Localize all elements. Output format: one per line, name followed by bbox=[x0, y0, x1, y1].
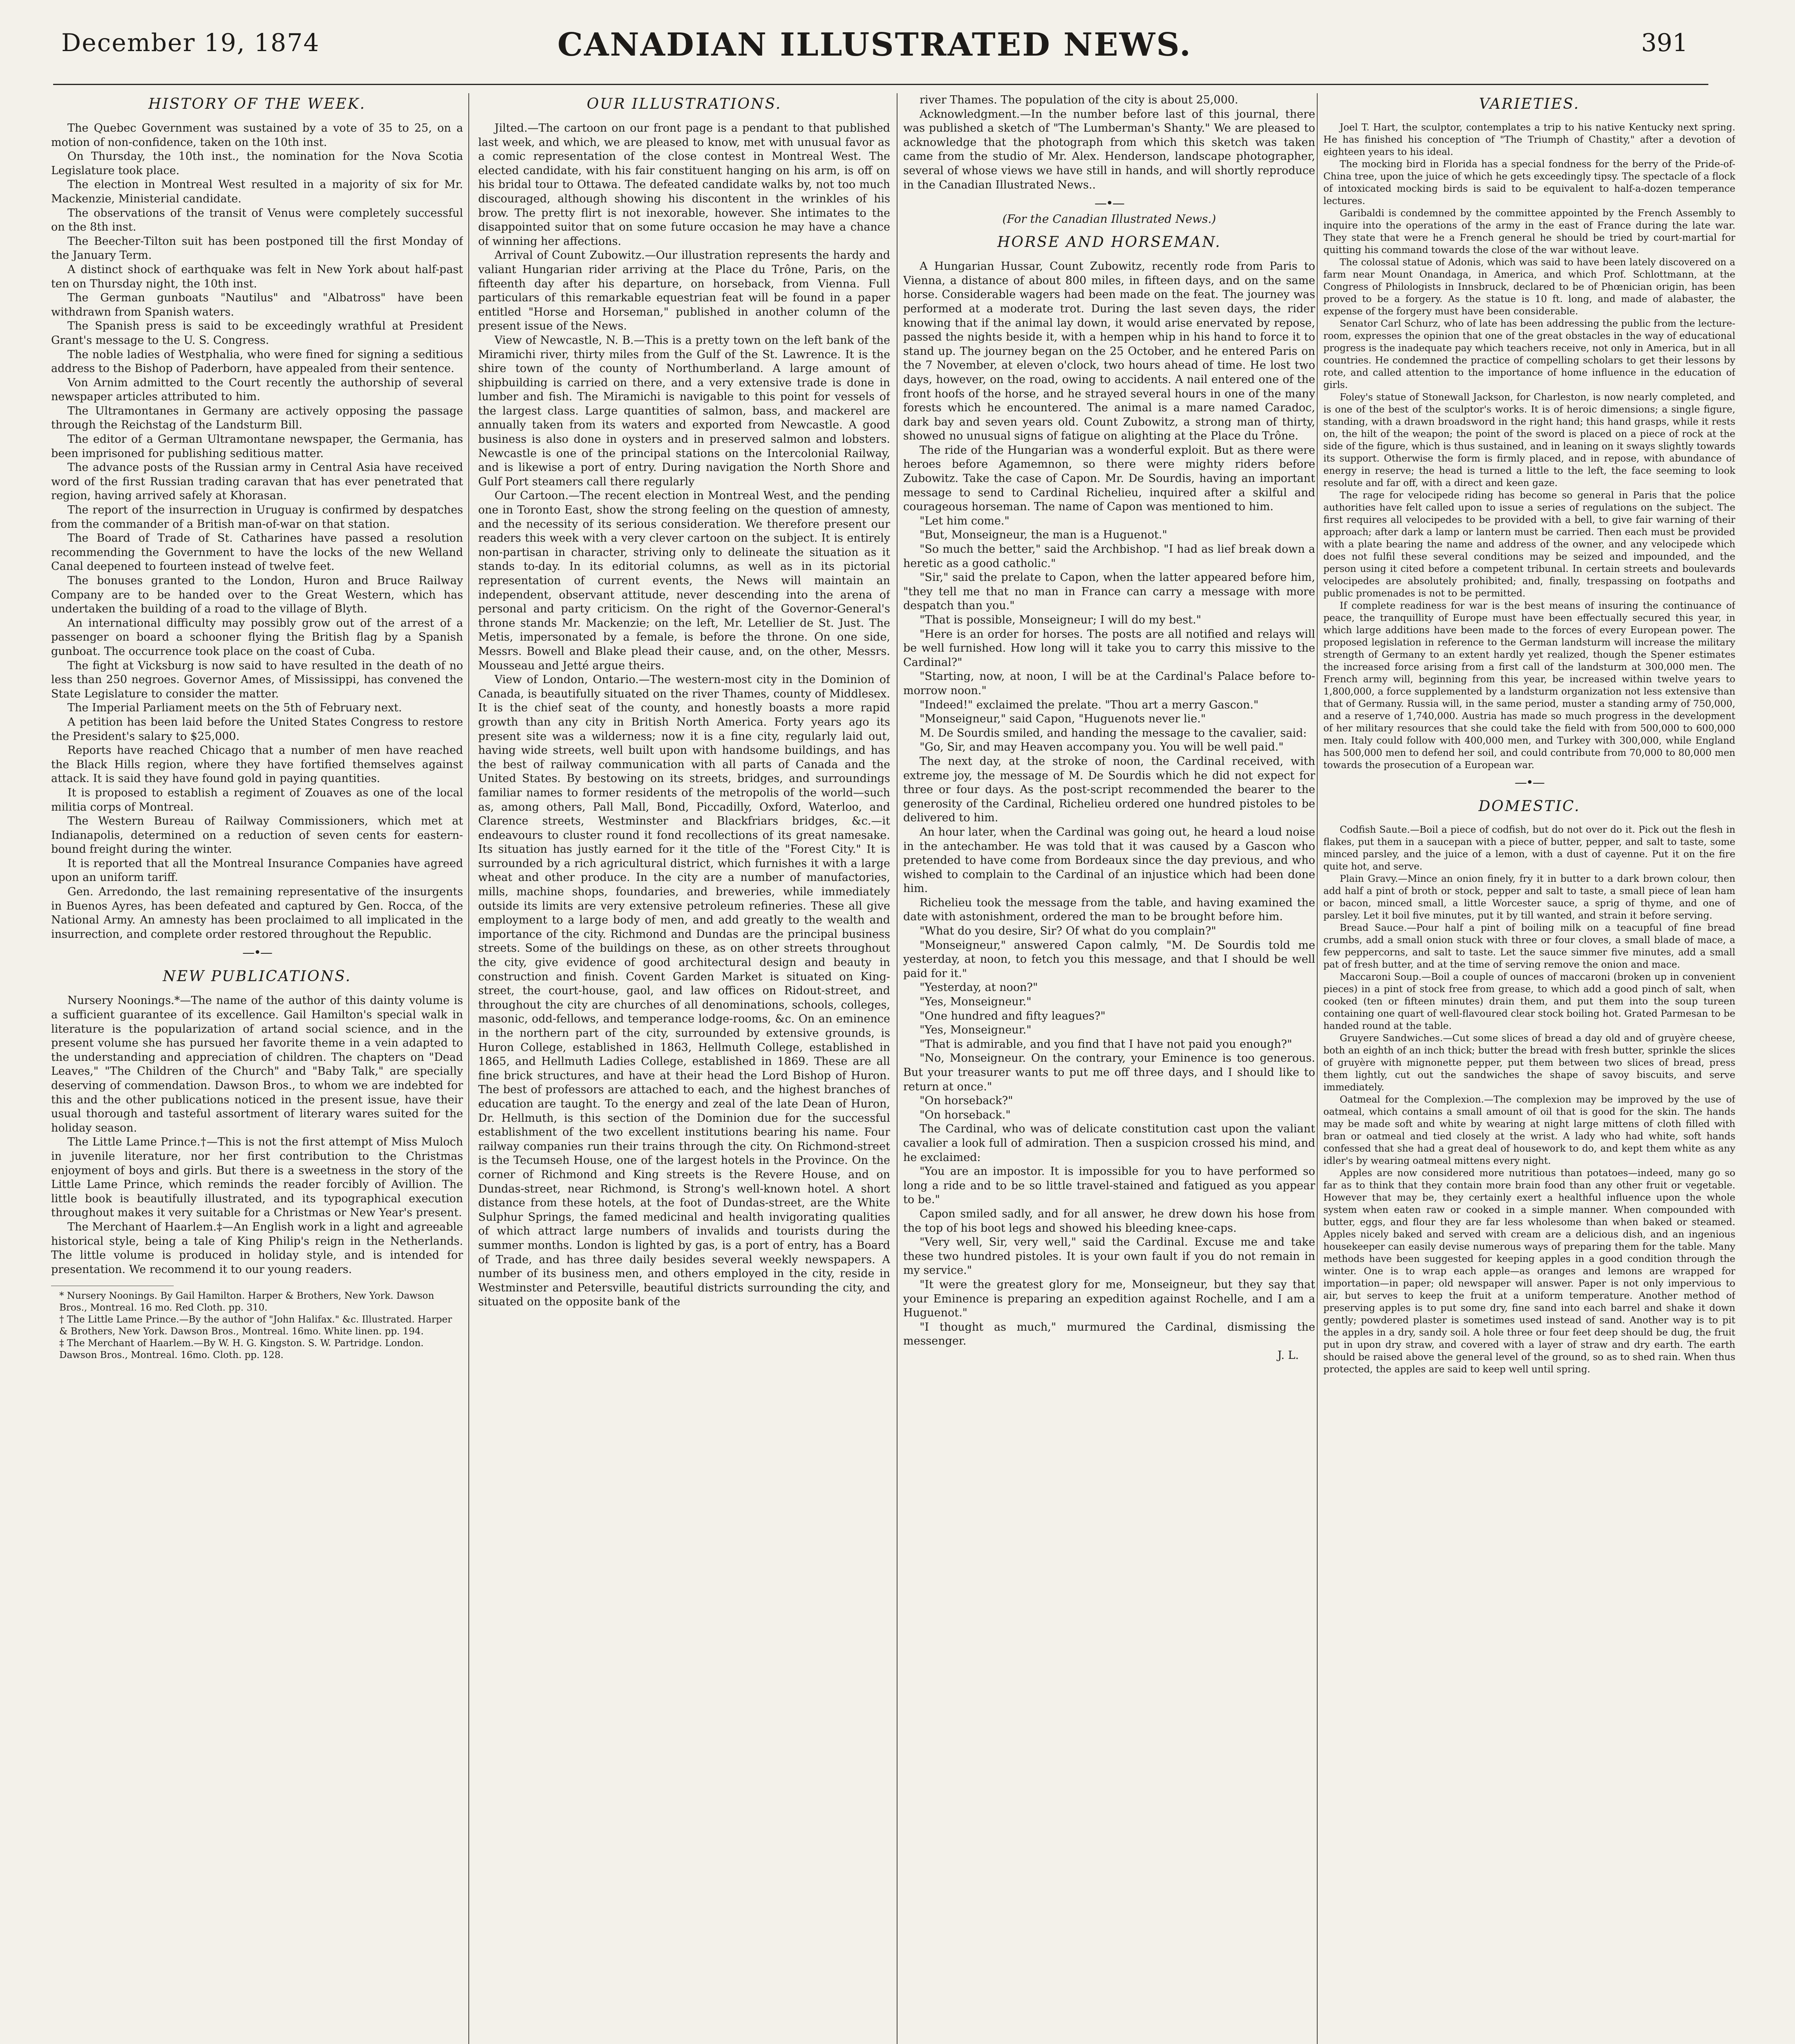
paragraph: On Thursday, the 10th inst., the nomination for the Nova Scotia Legislature took place. bbox=[51, 150, 463, 177]
paragraph: "I thought as much," murmured the Cardinal, dismissing the messenger. bbox=[903, 1320, 1315, 1348]
paragraph: The fight at Vicksburg is now said to have resulted in the death of no less than 250 negroes. Governor Ames, of Mississippi, has convened the State Legislature to consider the matter. bbox=[51, 659, 463, 700]
paragraph: "That is possible, Monseigneur; I will do my best." bbox=[920, 614, 1202, 626]
paragraph: Oatmeal for the Complexion.—The complexion may be improved by the use of oatmeal, which contains a small amount of oil that is good for the skin. The hands may be made soft and white by wearing at night large mittens of cloth filled with bran or oatmeal and tied closely at the wrist. A lady who had white, soft hands confessed that she had a great deal of housework to do, and kept them white as any idler's by wearing oatmeal mittens every night. bbox=[1323, 1094, 1735, 1166]
column-rule bbox=[897, 93, 898, 2044]
paragraph: "One hundred and fifty leagues?" bbox=[920, 1009, 1106, 1022]
paragraph: The Beecher-Tilton suit has been postponed till the first Monday of the January Term. bbox=[51, 235, 463, 262]
paragraph: View of Newcastle, N. B.—This is a pretty town on the left bank of the Miramichi river, thirty miles from the Gulf of the St. Lawrence. It is the shire town of the county of Northumberland. A large amount of shipbuilding is carried on there, and a very extensive trade is done in lumber and fish. The Miramichi is navigable to this point for vessels of the largest class. Large quantities of salmon, bass, and mackerel are annually taken from its waters and exported from Newcastle. A good business is also done in oysters and in preserved salmon and lobsters. Newcastle is one of the principal stations on the Intercolonial Railway, and is likewise a port of entry. During navigation the North Shore and Gulf Port steamers call there regularly bbox=[478, 334, 890, 488]
footnote: ‡ The Merchant of Haarlem.—By W. H. G. Kingston. S. W. Partridge. London. Dawson Bros., Montreal. 16mo. Cloth. pp. 128. bbox=[59, 1338, 424, 1361]
varieties-paragraphs bbox=[1323, 121, 1735, 771]
paragraph: Acknowledgment.—In the number before last of this journal, there was published a sketch of "The Lumberman's Shanty." We are pleased to acknowledge that the photograph from which this sketch was taken came from the studio of Mr. Alex. Henderson, landscape photographer, several of whose views we have still in hands, and will shortly reproduce in the Canadian Illustrated News.. bbox=[903, 108, 1315, 191]
paragraph: A Hungarian Hussar, Count Zubowitz, recently rode from Paris to Vienna, a distance of about 800 miles, in fifteen days, and on the same horse. Considerable wagers had been made on the feat. The journey was performed at a moderate trot. During the last seven days, the rider knowing that if the animal lay down, it would arise enervated by repose, passed the nights beside it, with a hempen whip in his hand to force it to stand up. The journey began on the 25 October, and he entered Paris on the 7 November, at eleven o'clock, two hours ahead of time. He lost two days, however, on the road, owing to accidents. A nail entered one of the front hoofs of the horse, and he strayed several hours in one of the many forests which he encountered. The animal is a mare named Caradoc, dark bay and seven years old. Count Zubowitz, a strong man of thirty, showed no unusual signs of fatigue on alighting at the Place du Trône. bbox=[903, 260, 1315, 443]
paragraph: "On horseback?" bbox=[920, 1094, 1013, 1107]
paragraph: "It were the greatest glory for me, Monseigneur, but they say that your Eminence is preparing an expedition against Rochelle, and I am a Huguenot." bbox=[903, 1278, 1315, 1320]
paragraph: "Monseigneur," said Capon, "Huguenots never lie." bbox=[920, 713, 1206, 726]
paragraph: Joel T. Hart, the sculptor, contemplates a trip to his native Kentucky next spring. He has finished his conception of "The Triumph of Chastity," after a devotion of eighteen years to his ideal. bbox=[1323, 122, 1735, 157]
paragraph: The observations of the transit of Venus were completely successful on the 8th inst. bbox=[51, 206, 463, 234]
paragraph: "Here is an order for horses. The posts are all notified and relays will be well furnished. How long will it take you to carry this missive to the Cardinal?" bbox=[903, 628, 1315, 669]
paragraph: "Sir," said the prelate to Capon, when the latter appeared before him, "they tell me that no man in France can carry a message with more despatch than you." bbox=[903, 571, 1315, 612]
newspaper-title: CANADIAN ILLUSTRATED NEWS. bbox=[557, 26, 1192, 63]
paragraph: An international difficulty may possibly grow out of the arrest of a passenger on board a schooner flying the British flag by a Spanish gunboat. The occurrence took place on the coast of Cuba. bbox=[51, 616, 463, 658]
section-heading-horse: HORSE AND HORSEMAN. bbox=[997, 234, 1221, 251]
paragraph: "Go, Sir, and may Heaven accompany you. You will be well paid." bbox=[920, 741, 1284, 754]
paragraph: The Quebec Government was sustained by a vote of 35 to 25, on a motion of non-confidence, taken on the 10th inst. bbox=[51, 122, 463, 149]
paragraph: The report of the insurrection in Uruguay is confirmed by despatches from the commander of a British man-of-war on that station. bbox=[51, 504, 463, 531]
footnote: † The Little Lame Prince.—By the author of "John Halifax." &c. Illustrated. Harper & Brothers, New York. Dawson Bros., Montreal. 16mo. White linen. pp. 194. bbox=[59, 1314, 452, 1337]
paragraph: The advance posts of the Russian army in Central Asia have received word of the first Russian trading caravan that has ever penetrated that region, having arrived safely at Khorasan. bbox=[51, 461, 463, 502]
section-heading-domestic: DOMESTIC. bbox=[1478, 798, 1580, 815]
section-separator: —•— bbox=[242, 946, 272, 960]
paragraph: Garibaldi is condemned by the committee appointed by the French Assembly to inquire into the operations of the army in the east of France during the late war. They state that were he a French general he should be tried by court-martial for quitting his command towards the close of the war without leave. bbox=[1323, 208, 1735, 256]
masthead bbox=[61, 20, 1688, 69]
paragraph: Arrival of Count Zubowitz.—Our illustration represents the hardy and valiant Hungarian rider arriving at the Place du Trône, Paris, on the fifteenth day after his departure, on horseback, from Vienna. Full particulars of this remarkable equestrian feat will be found in a paper entitled "Horse and Horseman," published in another column of the present issue of the News. bbox=[478, 249, 890, 333]
column-4 bbox=[1323, 93, 1735, 2044]
paragraph: Capon smiled sadly, and for all answer, he drew down his hose from the top of his boot legs and showed his bleeding knee-caps. bbox=[903, 1207, 1315, 1235]
paragraph: M. De Sourdis smiled, and handing the message to the cavalier, said: bbox=[920, 726, 1307, 740]
paragraph: The German gunboats "Nautilus" and "Albatross" have been withdrawn from Spanish waters. bbox=[51, 291, 463, 318]
paragraph: "Yes, Monseigneur." bbox=[920, 1024, 1032, 1037]
paragraph: Von Arnim admitted to the Court recently the authorship of several newspaper articles attributed to him. bbox=[51, 376, 463, 403]
paragraph: The mocking bird in Florida has a special fondness for the berry of the Pride-of-China tree, upon the juice of which he gets exceedingly tipsy. The spectacle of a flock of intoxicated mocking birds is said to be equivalent to half-a-dozen temperance lectures. bbox=[1323, 159, 1735, 206]
paragraph: The Merchant of Haarlem.‡—An English work in a light and agreeable historical style, being a tale of King Philip's reign in the Netherlands. The little volume is produced in holiday style, and is intended for presentation. We recommend it to our young readers. bbox=[51, 1220, 463, 1276]
masthead-rule bbox=[53, 84, 1708, 85]
paragraph: Foley's statue of Stonewall Jackson, for Charleston, is now nearly completed, and is one of the best of the sculptor's works. It is of heroic dimensions; a single figure, standing, with a drawn broadsword in the right hand; this hand grasps, while it rests on, the hilt of the weapon; the point of the sword is placed on a piece of rock at the side of the figure, which is thus sustained, and in leaning on it sways slightly towards its support. Otherwise the form is firmly placed, and in repose, with abundance of energy in reserve; the head is turned a little to the left, the face seeming to look resolute and far off, with a direct and keen gaze. bbox=[1323, 392, 1735, 489]
continued-paragraphs bbox=[903, 93, 1315, 192]
paragraph: "No, Monseigneur. On the contrary, your Eminence is too generous. But your treasurer wants to put me off three days, and I should like to return at once." bbox=[903, 1052, 1315, 1093]
paragraph: Jilted.—The cartoon on our front page is a pendant to that published last week, and which, we are pleased to know, met with unusual favor as a comic representation of the close contest in Montreal West. The elected candidate, with his fair constituent hanging on his arm, is off on his bridal tour to Ottawa. The defeated candidate walks by, not too much discouraged, although showing his discontent in the wrinkles of his brow. The pretty flirt is not inexorable, however. She intimates to the disappointed suitor that on some future occasion he may have a chance of winning her affections. bbox=[478, 122, 890, 248]
paragraph: A distinct shock of earthquake was felt in New York about half-past ten on Thursday night, the 10th inst. bbox=[51, 263, 463, 290]
paragraph: Our Cartoon.—The recent election in Montreal West, and the pending one in Toronto East, show the strong feeling on the question of amnesty, and the necessity of its serious consideration. We therefore present our readers this week with a very clever cartoon on the subject. It is entirely non-partisan in character, striving only to delineate the situation as it stands to-day. In its editorial columns, as well as in its pictorial representation of current events, the News will maintain an independent, observant attitude, never descending into the arena of personal and party criticism. On the right of the Governor-General's throne stands Mr. Mackenzie; on the left, Mr. Letellier de St. Just. The Metis, impersonated by a female, is before the throne. On one side, Messrs. Bowell and Blake plead their cause, and, on the other, Messrs. Mousseau and Jetté argue theirs. bbox=[478, 489, 890, 672]
paragraph: The bonuses granted to the London, Huron and Bruce Railway Company are to be handed over to the Great Western, which has undertaken the building of a road to the village of Blyth. bbox=[51, 574, 463, 616]
history-paragraphs bbox=[51, 121, 463, 941]
footnote: * Nursery Noonings. By Gail Hamilton. Harper & Brothers, New York. Dawson Bros., Montreal. 16 mo. Red Cloth. pp. 310. bbox=[59, 1291, 434, 1313]
paragraph: A petition has been laid before the United States Congress to restore the President's salary to $25,000. bbox=[51, 715, 463, 743]
paragraph: The editor of a German Ultramontane newspaper, the Germania, has been imprisoned for publishing seditious matter. bbox=[51, 433, 463, 460]
paragraph: "Very well, Sir, very well," said the Cardinal. Excuse me and take these two hundred pistoles. It is your own fault if you do not remain in my service." bbox=[903, 1236, 1315, 1277]
column-3 bbox=[903, 93, 1315, 2044]
paragraph: Gruyere Sandwiches.—Cut some slices of bread a day old and of gruyère cheese, both an eighth of an inch thick; butter the bread with fresh butter, sprinkle the slices of gruyère with mignonette pepper, put them between two slices of bread, press them lightly, cut out the sandwiches the shape of savoy biscuits, and serve immediately. bbox=[1323, 1033, 1735, 1093]
publications-paragraphs bbox=[51, 994, 463, 1277]
paragraph: The Spanish press is said to be exceedingly wrathful at President Grant's message to the U. S. Congress. bbox=[51, 320, 463, 347]
paragraph: Bread Sauce.—Pour half a pint of boiling milk on a teacupful of fine bread crumbs, add a small onion stuck with three or four cloves, a small blade of mace, a few peppercorns, and salt to taste. Let the sauce simmer five minutes, add a small pat of fresh butter, and at the time of serving remove the onion and mace. bbox=[1323, 922, 1735, 970]
byline: (For the Canadian Illustrated News.) bbox=[1002, 212, 1216, 226]
section-separator: —•— bbox=[1515, 775, 1544, 790]
paragraph: Gen. Arredondo, the last remaining representative of the insurgents in Buenos Ayres, has been defeated and captured by Gen. Rocca, of the National Army. An amnesty has been proclaimed to all implicated in the insurrection, and complete order restored throughout the Republic. bbox=[51, 885, 463, 941]
section-heading-publications: NEW PUBLICATIONS. bbox=[163, 968, 351, 985]
paragraph: "Yes, Monseigneur." bbox=[920, 995, 1032, 1009]
paragraph: The Board of Trade of St. Catharines have passed a resolution recommending the Government to have the locks of the new Welland Canal deepened to fourteen instead of twelve feet. bbox=[51, 532, 463, 573]
paragraph: "Monseigneur," answered Capon calmly, "M. De Sourdis told me yesterday, at noon, to fetch you this message, and that I should be well paid for it." bbox=[903, 939, 1315, 980]
signature: J. L. bbox=[1277, 1349, 1299, 1362]
paragraph: The Imperial Parliament meets on the 5th of February next. bbox=[67, 702, 402, 715]
paragraph: The noble ladies of Westphalia, who were fined for signing a seditious address to the Bishop of Paderborn, have appealed from their sentence. bbox=[51, 348, 463, 375]
paragraph: Codfish Saute.—Boil a piece of codfish, but do not over do it. Pick out the flesh in flakes, put them in a saucepan with a piece of butter, pepper, and salt to taste, some minced parsley, and the juice of a lemon, with a dust of cayenne. Put it on the fire quite hot, and serve. bbox=[1323, 824, 1735, 872]
issue-date: December 19, 1874 bbox=[61, 29, 320, 57]
paragraph: If complete readiness for war is the best means of insuring the continuance of peace, the tranquillity of Europe must have been effectually secured this year, in which large additions have been made to the forces of every European power. The proposed legislation in reference to the German landsturm will increase the military strength of Germany to an extent hardly yet realized, though the Spener estimates the increased force arising from a first call of the landsturm at 300,000 men. The French army will, beginning from this year, be increased within twelve years to 1,800,000, a force supplemented by a landsturm organization not less extensive than that of Germany. Russia will, in the same period, muster a standing army of 750,000, and a reserve of 1,740,000. Austria has made so much progress in the development of her military resources that she could take the field with from 500,000 to 600,000 men. Italy could follow with 400,000 men, and Turkey with 300,000, while England has 500,000 men to defend her soil, and could contribute from 70,000 to 80,000 men towards the prosecution of a European war. bbox=[1323, 600, 1735, 771]
paragraph: An hour later, when the Cardinal was going out, he heard a loud noise in the antechamber. He was told that it was caused by a Gascon who pretended to have come from Bordeaux since the day previous, and who wished to complain to the Cardinal of an injustice which had been done him. bbox=[903, 825, 1315, 895]
column-1 bbox=[51, 93, 463, 2044]
column-rule bbox=[468, 93, 469, 2044]
section-heading-illustrations: OUR ILLUSTRATIONS. bbox=[586, 96, 782, 112]
paragraph: "But, Monseigneur, the man is a Huguenot." bbox=[920, 529, 1167, 542]
paragraph: "Indeed!" exclaimed the prelate. "Thou art a merry Gascon." bbox=[920, 698, 1259, 711]
paragraph: It is proposed to establish a regiment of Zouaves as one of the local militia corps of Montreal. bbox=[51, 786, 463, 814]
paragraph: Senator Carl Schurz, who of late has been addressing the public from the lecture-room, expresses the opinion that one of the great obstacles in the way of educational progress is the inadequate pay which teachers receive, not only in America, but in all countries. He condemned the practice of compelling scholars to get their lessons by rote, and called attention to the importance of home influence in the education of girls. bbox=[1323, 318, 1735, 390]
paragraph: The Cardinal, who was of delicate constitution cast upon the valiant cavalier a look full of admiration. Then a suspicion crossed his mind, and he exclaimed: bbox=[903, 1123, 1315, 1164]
paragraph: Nursery Noonings.*—The name of the author of this dainty volume is a sufficient guarantee of its excellence. Gail Hamilton's special walk in literature is the popularization of artand social science, and in the present volume she has pursued her favorite theme in a vein adapted to the understanding and appreciation of children. The chapters on "Dead Leaves," "The Children of the Church" and "Baby Talk," are specially deserving of commendation. Dawson Bros., to whom we are indebted for this and the other publications noticed in the present issue, have their usual thorough and tasteful assortment of literary wares suited for the holiday season. bbox=[51, 994, 463, 1134]
column-2 bbox=[478, 93, 890, 2044]
paragraph: Apples are now considered more nutritious than potatoes—indeed, many go so far as to think that they contain more brain food than any other fruit or vegetable. However that may be, they certainly exert a healthful influence upon the whole system when eaten raw or cooked in a simple manner. When compounded with butter, eggs, and flour they are far less wholesome than when baked or steamed. Apples nicely baked and served with cream are a delicious dish, and an ingenious housekeeper can easily devise numerous ways of preparing them for the table. Many methods have been suggested for keeping apples in a good condition through the winter. One is to wrap each apple—as oranges and lemons are wrapped for importation—in paper; old newspaper will answer. Paper is not only impervious to air, but serves to keep the fruit at a uniform temperature. Another method of preserving apples is to put some dry, fine sand into each barrel and shake it down gently; powdered plaster is sometimes used instead of sand. Another way is to pit the apples in a dry, sandy soil. A hole three or four feet deep should be dug, the fruit put in upon dry straw, and covered with a layer of straw and dry earth. The earth should be raised above the general level of the ground, so as to shed rain. When thus protected, the apples are said to keep well until spring. bbox=[1323, 1168, 1735, 1375]
paragraph: View of London, Ontario.—The western-most city in the Dominion of Canada, is beautifully situated on the river Thames, county of Middlesex. It is the chief seat of the county, and honestly boasts a more rapid growth than any city in British North America. Forty years ago its present site was a wilderness; now it is a fine city, regularly laid out, having wide streets, well built upon with handsome buildings, and has the best of railway communication with all parts of Canada and the United States. By bestowing on its streets, bridges, and surroundings familiar names to former residents of the metropolis of the world—such as, among others, Pall Mall, Bond, Piccadilly, Oxford, Waterloo, and Clarence streets, Westminster and Blackfriars bridges, &c.—it endeavours to cluster round it fond recollections of its great namesake. Its situation has justly earned for it the title of the "Forest City." It is surrounded by a rich agricultural district, which furnishes it with a large wheat and other produce. In the city are a number of manufactories, mills, machine shops, foundaries, and breweries, while immediately outside its limits are very extensive petroleum refineries. These all give employment to a large body of men, and add greatly to the wealth and importance of the city. Richmond and Dundas are the principal business streets. Some of the buildings on these, as on other streets throughout the city, give evidence of good architectural design and beauty in construction and finish. Covent Garden Market is situated on King-street, the court-house, gaol, and law offices on Ridout-street, and throughout the city are churches of all denominations, schools, colleges, masonic, odd-fellows, and temperance lodge-rooms, &c. On an eminence in the northern part of the city, surrounded by extensive grounds, is Huron College, established in 1863, Hellmuth College, established in 1865, and Hellmuth Ladies College, established in 1869. These are all fine brick structures, and have at their head the Lord Bishop of Huron. The best of professors are attached to each, and the highest branches of education are taught. To the energy and zeal of the late Dean of Huron, Dr. Hellmuth, is this section of the Dominion due for the successful establishment of the two excellent institutions bearing his name. Four railway companies run their trains through the city. On Richmond-street is the Tecumseh House, one of the largest hotels in the Province. On the corner of Richmond and King streets is the Revere House, and on Dundas-street, near Richmond, is Strong's well-known hotel. A short distance from these hotels, at the foot of Dundas-street, are the White Sulphur Springs, the famed medicinal and health invigorating qualities of which attract large numbers of invalids and tourists during the summer months. London is lighted by gas, is a port of entry, has a Board of Trade, and has three daily besides several weekly newspapers. A number of its business men, and others employed in the city, reside in Westminster and Petersville, beautiful districts surrounding the city, and situated on the opposite bank of the bbox=[478, 673, 890, 1309]
paragraph: "What do you desire, Sir? Of what do you complain?" bbox=[920, 925, 1216, 938]
paragraph: It is reported that all the Montreal Insurance Companies have agreed upon an uniform tariff. bbox=[51, 857, 463, 884]
illustrations-paragraphs bbox=[478, 121, 890, 1309]
section-heading-varieties: VARIETIES. bbox=[1479, 96, 1580, 112]
paragraph: "Let him come." bbox=[920, 514, 1009, 527]
paragraph: The ride of the Hungarian was a wonderful exploit. But as there were heroes before Agamemnon, so there were mighty riders before Zubowitz. Take the case of Capon. Mr. De Sourdis, having an important message to send to Cardinal Richelieu, inquired after a skilful and courageous horseman. The name of Capon was mentioned to him. bbox=[903, 444, 1315, 513]
paragraph: Reports have reached Chicago that a number of men have reached the Black Hills region, where they have fortified themselves against attack. It is said they have found gold in paying quantities. bbox=[51, 744, 463, 785]
section-separator: —•— bbox=[1094, 196, 1124, 211]
paragraph: river Thames. The population of the city is about 25,000. bbox=[920, 94, 1238, 106]
paragraph: "Starting, now, at noon, I will be at the Cardinal's Palace before to-morrow noon." bbox=[903, 670, 1315, 697]
horse-paragraphs bbox=[903, 260, 1315, 1349]
paragraph: Maccaroni Soup.—Boil a couple of ounces of maccaroni (broken up in convenient pieces) in a pint of stock free from grease, to which add a good pinch of salt, when cooked (ten or fifteen minutes) drain them, and put them into the soup tureen containing one quart of well-flavoured clear stock boiling hot. Grated Parmesan to be handed round at the table. bbox=[1323, 971, 1735, 1031]
paragraph: The Western Bureau of Railway Commissioners, which met at Indianapolis, determined on a reduction of seven cents for eastern-bound freight during the winter. bbox=[51, 815, 463, 856]
section-heading-history: HISTORY OF THE WEEK. bbox=[148, 96, 366, 112]
paragraph: "Yesterday, at noon?" bbox=[920, 981, 1038, 994]
paragraph: "On horseback." bbox=[920, 1108, 1011, 1121]
paragraph: The election in Montreal West resulted in a majority of six for Mr. Mackenzie, Ministerial candidate. bbox=[51, 178, 463, 205]
paragraph: The Little Lame Prince.†—This is not the first attempt of Miss Muloch in juvenile literature, nor her first contribution to the Christmas enjoyment of boys and girls. But there is a sweetness in the story of the Little Lame Prince, which reminds the reader forcibly of Avillion. The little book is beautifully illustrated, and its typographical execution throughout makes it very suitable for a Christmas or New Year's present. bbox=[51, 1136, 463, 1219]
paragraph: The next day, at the stroke of noon, the Cardinal received, with extreme joy, the message of M. De Sourdis which he did not expect for three or four days. As the post-script recommended the bearer to the generosity of the Cardinal, Richelieu ordered one hundred pistoles to be delivered to him. bbox=[903, 755, 1315, 825]
paragraph: The Ultramontanes in Germany are actively opposing the passage through the Reichstag of the Landsturm Bill. bbox=[51, 404, 463, 432]
paragraph: Plain Gravy.—Mince an onion finely, fry it in butter to a dark brown colour, then add half a pint of broth or stock, pepper and salt to taste, a small piece of lean ham or bacon, minced small, a little Worcester sauce, a sprig of thyme, and one of parsley. Let it boil five minutes, put it by till wanted, and strain it before serving. bbox=[1323, 873, 1735, 921]
paragraph: "That is admirable, and you find that I have not paid you enough?" bbox=[920, 1038, 1292, 1051]
column-rule bbox=[1317, 93, 1318, 2044]
paragraph: Richelieu took the message from the table, and having examined the date with astonishment, ordered the man to be brought before him. bbox=[903, 896, 1315, 923]
paragraph: "So much the better," said the Archbishop. "I had as lief break down a heretic as a good catholic." bbox=[903, 543, 1315, 570]
paragraph: "You are an impostor. It is impossible for you to have performed so long a ride and to be so little travel-stained and fatigued as you appear to be." bbox=[903, 1165, 1315, 1206]
page-number: 391 bbox=[1641, 29, 1688, 57]
domestic-paragraphs bbox=[1323, 824, 1735, 1376]
paragraph: The rage for velocipede riding has become so general in Paris that the police authorities have felt called upon to issue a series of regulations on the subject. The first requires all velocipedes to be provided with a bell, to give fair warning of their approach; after dark a lamp or lantern must be carried. Then each must be provided with a plate bearing the name and address of the owner, and any velocipede which does not fulfil these several conditions may be seized and impounded, and the person using it cited before a competent tribunal. In certain streets and boulevards velocipedes are absolutely prohibited; and, finally, trespassing on footpaths and public promenades is not to be permitted. bbox=[1323, 490, 1735, 599]
paragraph: The colossal statue of Adonis, which was said to have been lately discovered on a farm near Mount Onandaga, in America, and which Prof. Schlottmann, at the Congress of Philologists in Innsbruck, declared to be of Phœnician origin, has been proved to be a forgery. As the statue is 10 ft. long, and made of alabaster, the expense of the forgery must have been considerable. bbox=[1323, 257, 1735, 317]
footnotes bbox=[51, 1290, 463, 1361]
